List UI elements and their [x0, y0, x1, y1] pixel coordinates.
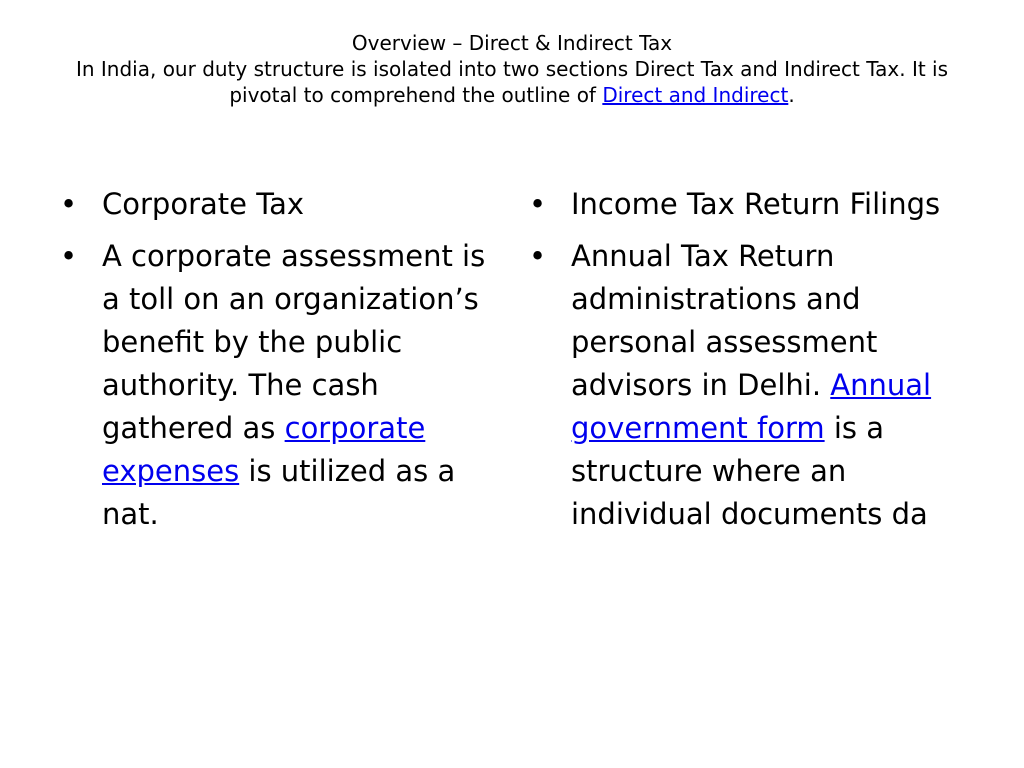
bullet-icon: • — [529, 187, 547, 221]
intro-text: In India, our duty structure is isolated into two sections Direct Tax and Indirect Tax. It is pivotal to comprehend the outline of — [75, 57, 949, 107]
bullet-icon: • — [60, 187, 78, 221]
left-column — [58, 183, 498, 545]
annual-tax-text-end: is a structure where an individual documents da — [571, 411, 928, 531]
corporate-expenses-link[interactable]: corporate expenses — [102, 411, 426, 488]
direct-indirect-link[interactable]: Direct and Indirect — [602, 83, 789, 107]
intro-paragraph — [50, 56, 974, 108]
income-tax-heading: Income Tax Return Filings — [571, 187, 941, 221]
right-column — [527, 183, 947, 545]
slide-title: Overview – Direct & Indirect Tax — [351, 31, 673, 55]
left-bullet-list — [58, 183, 498, 536]
intro-end: . — [788, 83, 795, 107]
bullet-icon: • — [60, 239, 78, 273]
list-item — [527, 183, 947, 226]
annual-tax-text: Annual Tax Return administrations and personal assessment advisors in Delhi. — [571, 239, 878, 402]
bullet-icon: • — [529, 239, 547, 273]
corporate-tax-text-end: is utilized as a nat. — [102, 454, 456, 531]
list-item — [58, 183, 498, 226]
list-item — [58, 235, 498, 536]
right-bullet-list — [527, 183, 947, 536]
slide-title-block — [50, 30, 974, 108]
corporate-tax-heading: Corporate Tax — [102, 187, 305, 221]
list-item — [527, 235, 947, 536]
annual-government-form-link[interactable]: Annual government form — [571, 368, 932, 445]
corporate-tax-text: A corporate assessment is a toll on an organization’s benefit by the public authority. The cash gathered as — [102, 239, 486, 445]
